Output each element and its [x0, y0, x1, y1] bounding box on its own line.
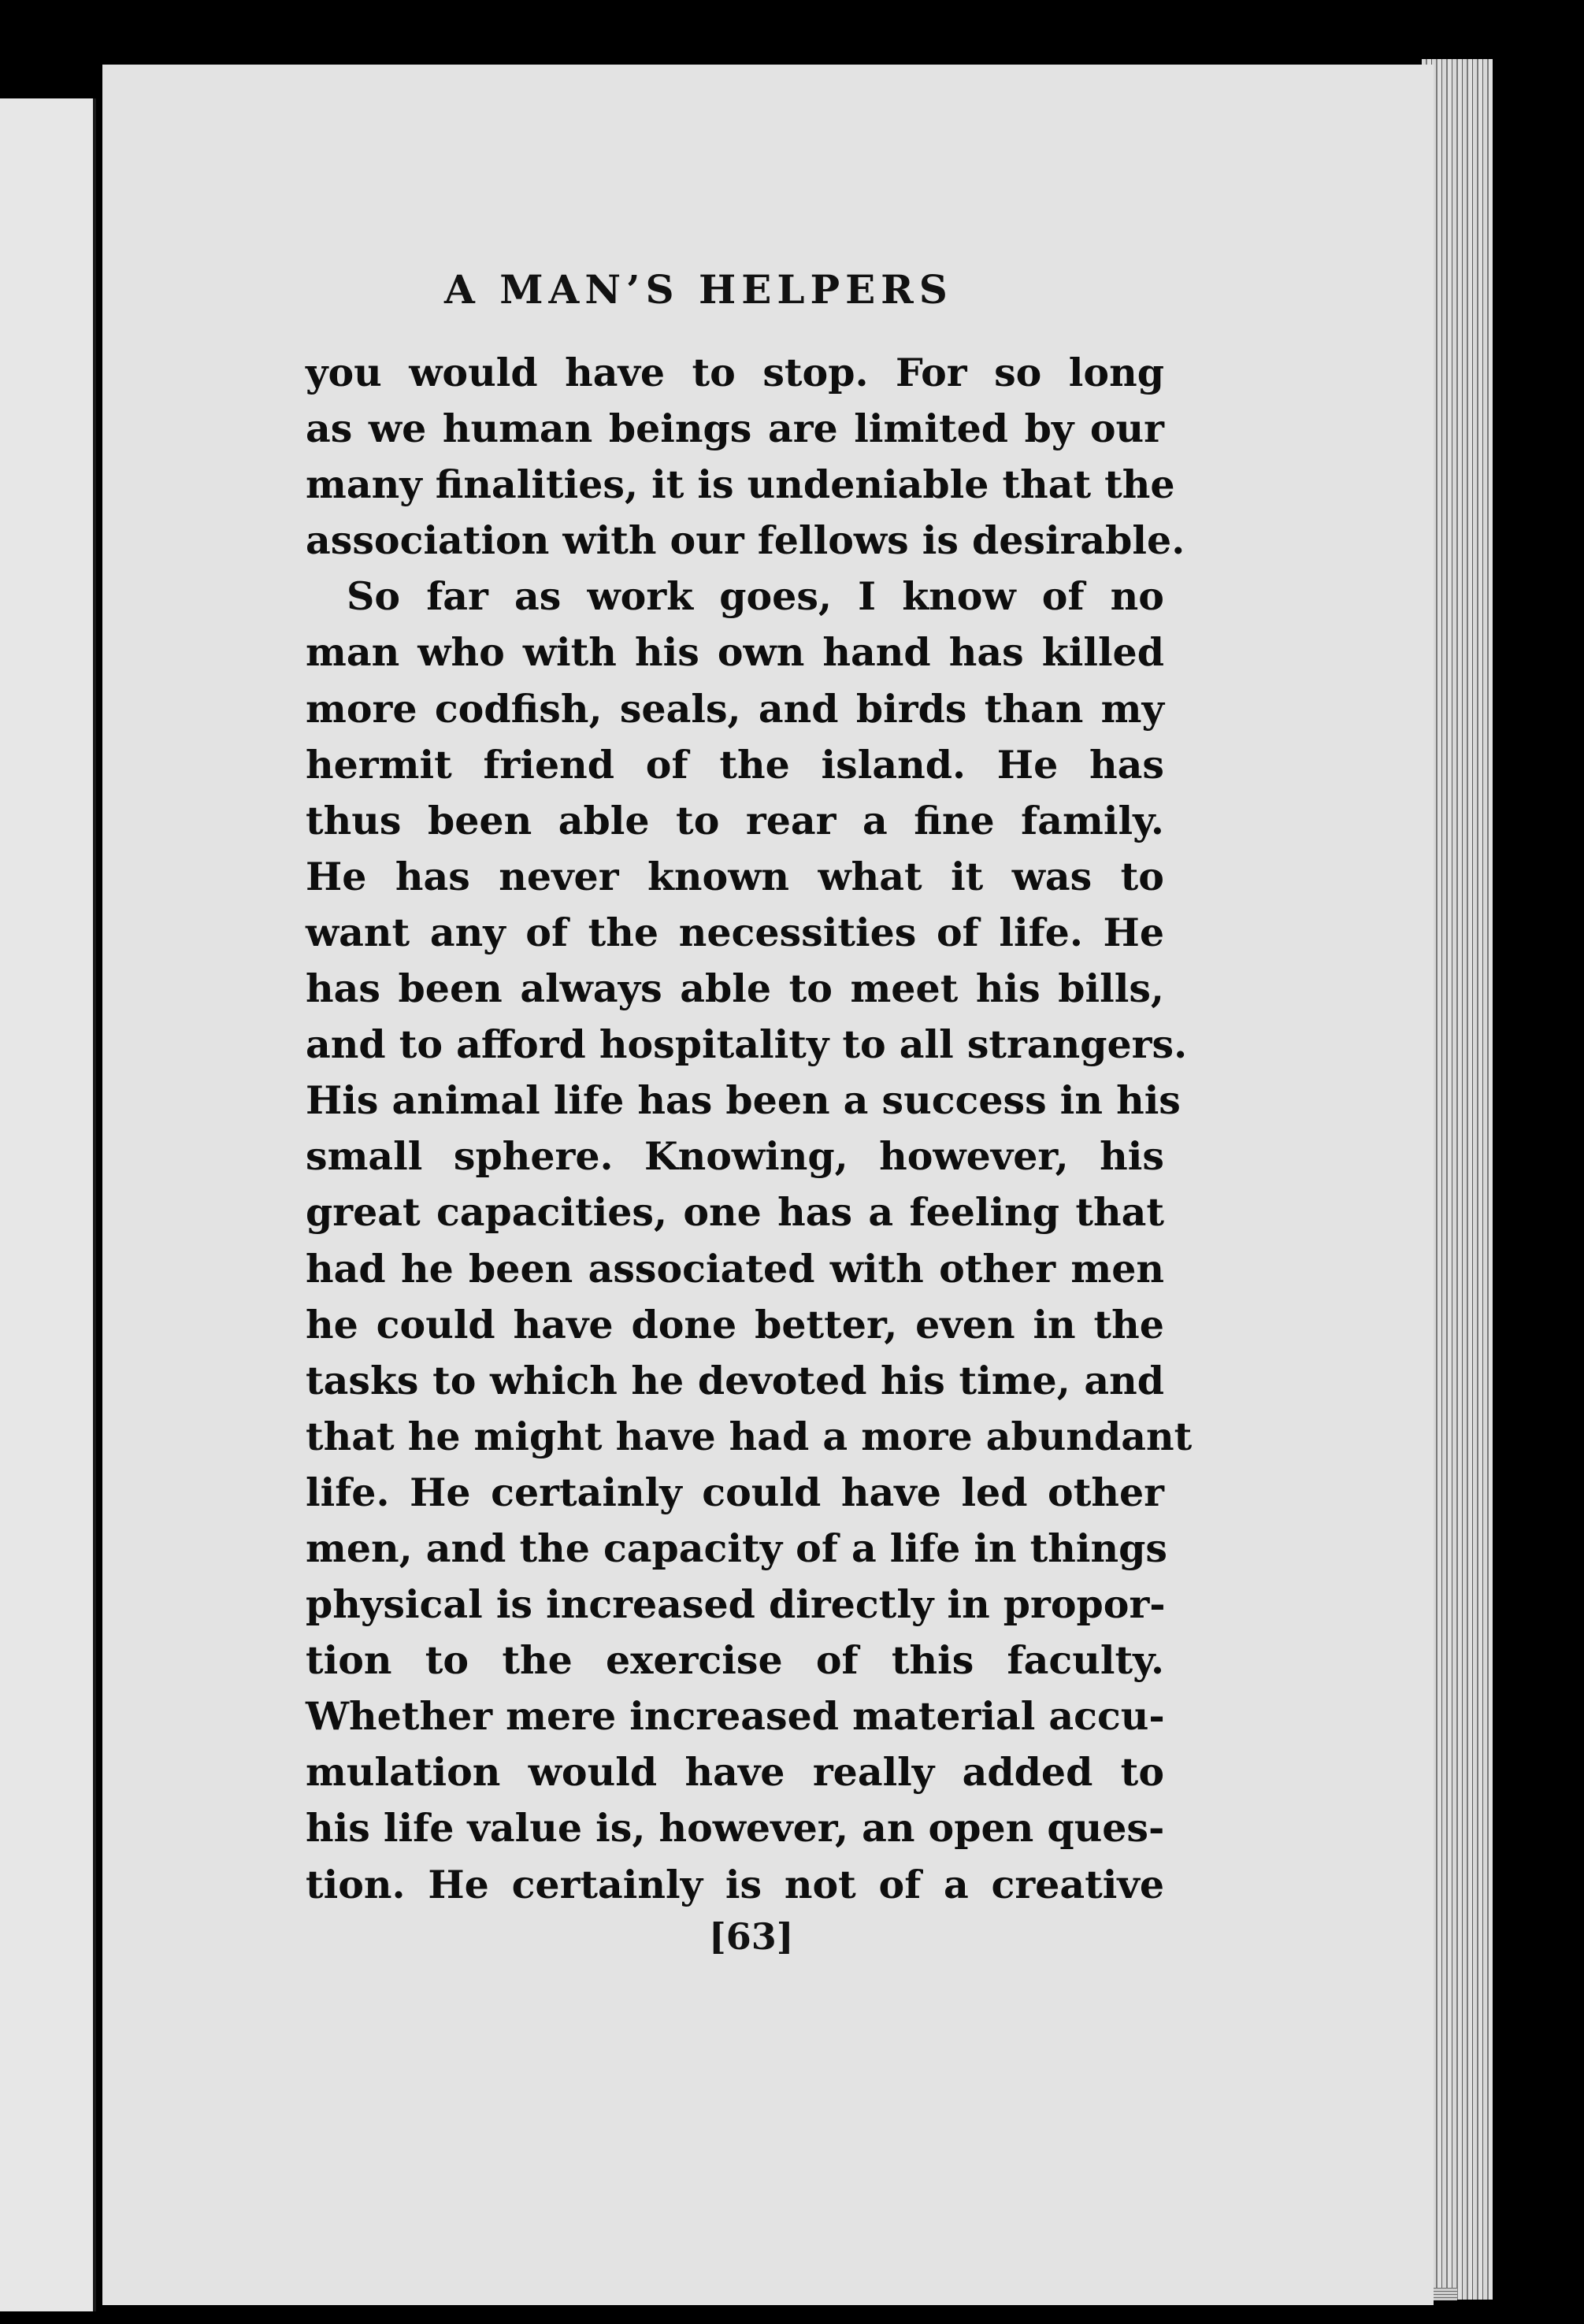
text-line: more codfish, seals, and birds than my	[306, 685, 1164, 732]
text-line: want any of the necessities of life. He	[306, 909, 1164, 955]
text-line: that he might have had a more abundant	[306, 1413, 1193, 1459]
text-line: had he been associated with other men	[306, 1245, 1164, 1292]
text-line: many finalities, it is undeniable that the	[306, 461, 1175, 508]
text-line: His animal life has been a success in his	[306, 1077, 1181, 1124]
text-line: as we human beings are limited by our	[306, 406, 1164, 452]
text-line: thus been able to rear a fine family.	[306, 797, 1164, 843]
running-head: A MAN’S HELPERS	[444, 266, 953, 313]
text-line: tasks to which he devoted his time, and	[306, 1357, 1164, 1403]
text-line: has been always able to meet his bills,	[306, 966, 1164, 1012]
text-line: and to afford hospitality to all strangers.	[306, 1021, 1188, 1068]
text-line: tion. He certainly is not of a creative	[306, 1861, 1164, 1907]
body-text	[306, 345, 1193, 1913]
text-line: he could have done better, even in the	[306, 1301, 1164, 1347]
text-line: man who with his own hand has killed	[306, 629, 1164, 676]
text-line: Whether mere increased material accu-	[306, 1693, 1165, 1740]
text-line: So far as work goes, I know of no	[347, 573, 1164, 620]
text-line: He has never known what it was to	[306, 853, 1164, 899]
text-line: men, and the capacity of a life in things	[306, 1525, 1167, 1571]
text-line: mulation would have really added to	[306, 1749, 1164, 1796]
page-number: [63]	[709, 1915, 794, 1958]
facing-page-edge	[0, 98, 96, 2311]
text-line: you would have to stop. For so long	[306, 350, 1164, 395]
text-line: physical is increased directly in propor-	[306, 1581, 1166, 1628]
text-line: his life value is, however, an open ques-	[306, 1805, 1165, 1851]
text-line: tion to the exercise of this faculty.	[306, 1637, 1164, 1684]
text-line: small sphere. Knowing, however, his	[306, 1133, 1164, 1180]
text-line: association with our fellows is desirable.	[306, 517, 1185, 564]
text-line: great capacities, one has a feeling that	[306, 1189, 1164, 1236]
text-line: hermit friend of the island. He has	[306, 741, 1164, 788]
text-line: life. He certainly could have led other	[306, 1469, 1164, 1515]
